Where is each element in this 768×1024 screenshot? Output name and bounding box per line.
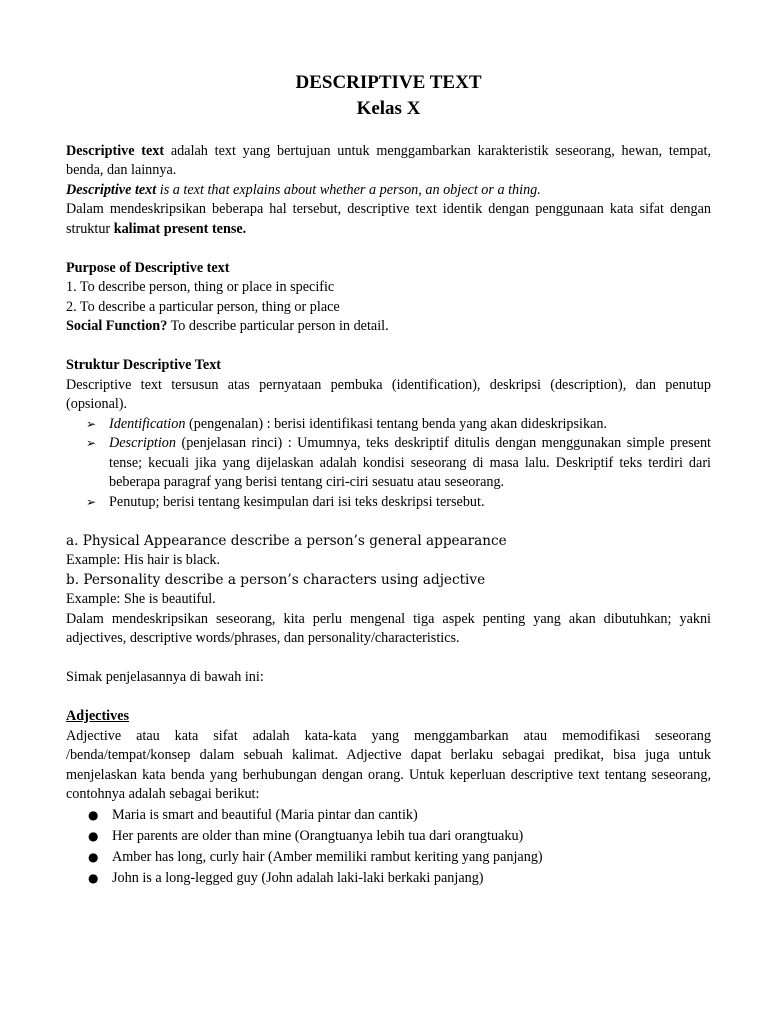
list-item xyxy=(66,847,711,868)
document-title: DESCRIPTIVE TEXT xyxy=(295,72,482,93)
structure-text: (penjelasan rinci) : Umumnya, teks deskriptif ditulis dengan menggunakan simple present tense; kecuali jika yang dijelaskan adalah kondisi seseorang di masa lalu. Deskriptif teks terdiri dari beberapa paragraf yang berisi tentang ciri-ciri sesuatu atau seseorang. xyxy=(109,435,711,490)
structure-item-identification xyxy=(66,415,711,435)
intro-paragraph-3 xyxy=(66,200,711,239)
social-function xyxy=(66,317,711,337)
structure-text: Penutup; berisi tentang kesimpulan dari isi teks deskripsi tersebut. xyxy=(109,493,485,510)
aspects-paragraph: Dalam mendeskripsikan seseorang, kita perlu mengenal tiga aspek penting yang akan dibutuhkan; yakni adjectives, descriptive words/phrases, dan personality/characteristics. xyxy=(66,610,711,646)
example-text: Amber has long, curly hair (Amber memiliki rambut keriting yang panjang) xyxy=(112,848,543,865)
document-subtitle: Kelas X xyxy=(356,98,421,119)
structure-term: Identification xyxy=(109,415,186,432)
structure-text: (pengenalan) : berisi identifikasi tentang benda yang akan dideskripsikan. xyxy=(185,415,608,432)
structure-intro: Descriptive text tersusun atas pernyataan pembuka (identification), deskripsi (description), dan penutup (opsional). xyxy=(66,376,711,412)
intro-text-3: Dalam mendeskripsikan beberapa hal tersebut, descriptive text identik dengan penggunaan kata sifat dengan struktur xyxy=(66,201,711,237)
list-item xyxy=(66,805,711,826)
example-text: Her parents are older than mine (Orangtuanya lebih tua dari orangtuaku) xyxy=(112,827,524,844)
intro-text-english: is a text that explains about whether a person, an object or a thing. xyxy=(156,181,541,198)
aspect-a-example: Example: His hair is black. xyxy=(66,552,221,568)
social-function-text: To describe particular person in detail. xyxy=(167,318,389,334)
structure-item-penutup xyxy=(66,493,711,513)
intro-term: Descriptive text xyxy=(66,142,165,159)
structure-list xyxy=(66,415,711,513)
structure-item-description xyxy=(66,434,711,493)
intro-term-english: Descriptive text xyxy=(66,181,157,198)
spacer xyxy=(66,337,711,357)
adjectives-paragraph: Adjective atau kata sifat adalah kata-kata yang menggambarkan atau memodifikasi seseorang /benda/tempat/konsep dalam sebuah kalimat. Adjective dapat berlaku sebagai predikat, bisa juga untuk menjelaskan kata benda yang berhubungan dengan orang. Untuk keperluan descriptive text tentang seseorang, contohnya adalah sebagai berikut: xyxy=(66,727,711,802)
purpose-heading: Purpose of Descriptive text xyxy=(66,259,230,276)
dot-bullet-icon: ● xyxy=(88,849,99,864)
purpose-item: 2. To describe a particular person, thing or place xyxy=(66,298,340,315)
example-text: Maria is smart and beautiful (Maria pintar dan cantik) xyxy=(112,806,418,823)
spacer xyxy=(66,239,711,259)
simak-line: Simak penjelasannya di bawah ini: xyxy=(66,669,264,685)
intro-text: adalah text yang bertujuan untuk menggambarkan karakteristik seseorang, hewan, tempat, benda, dan lainnya. xyxy=(66,142,711,178)
structure-heading: Struktur Descriptive Text xyxy=(66,357,222,373)
aspect-b-line: b. Personality describe a person’s characters using adjective xyxy=(66,571,486,588)
adjectives-heading: Adjectives xyxy=(66,708,130,724)
list-item xyxy=(66,826,711,847)
spacer xyxy=(66,649,711,669)
arrow-bullet-icon: ➢ xyxy=(86,436,97,450)
social-function-label: Social Function? xyxy=(66,318,168,334)
dot-bullet-icon: ● xyxy=(88,870,99,885)
spacer xyxy=(66,512,711,532)
spacer xyxy=(66,122,711,142)
example-text: John is a long-legged guy (John adalah laki-laki berkaki panjang) xyxy=(112,869,484,886)
spacer xyxy=(66,688,711,708)
intro-paragraph-1 xyxy=(66,142,711,181)
document-page xyxy=(66,70,711,889)
purpose-item: 1. To describe person, thing or place in specific xyxy=(66,279,335,295)
aspect-a-line: a. Physical Appearance describe a person’s general appearance xyxy=(66,532,507,549)
structure-term: Description xyxy=(109,435,176,451)
list-item xyxy=(66,868,711,889)
aspect-b-example: Example: She is beautiful. xyxy=(66,591,216,607)
adjectives-examples xyxy=(66,805,711,889)
intro-bold-3: kalimat present tense. xyxy=(113,220,247,237)
arrow-bullet-icon: ➢ xyxy=(86,494,97,509)
arrow-bullet-icon: ➢ xyxy=(86,416,97,431)
dot-bullet-icon: ● xyxy=(88,807,99,822)
dot-bullet-icon: ● xyxy=(88,828,99,843)
intro-paragraph-2 xyxy=(66,181,711,201)
